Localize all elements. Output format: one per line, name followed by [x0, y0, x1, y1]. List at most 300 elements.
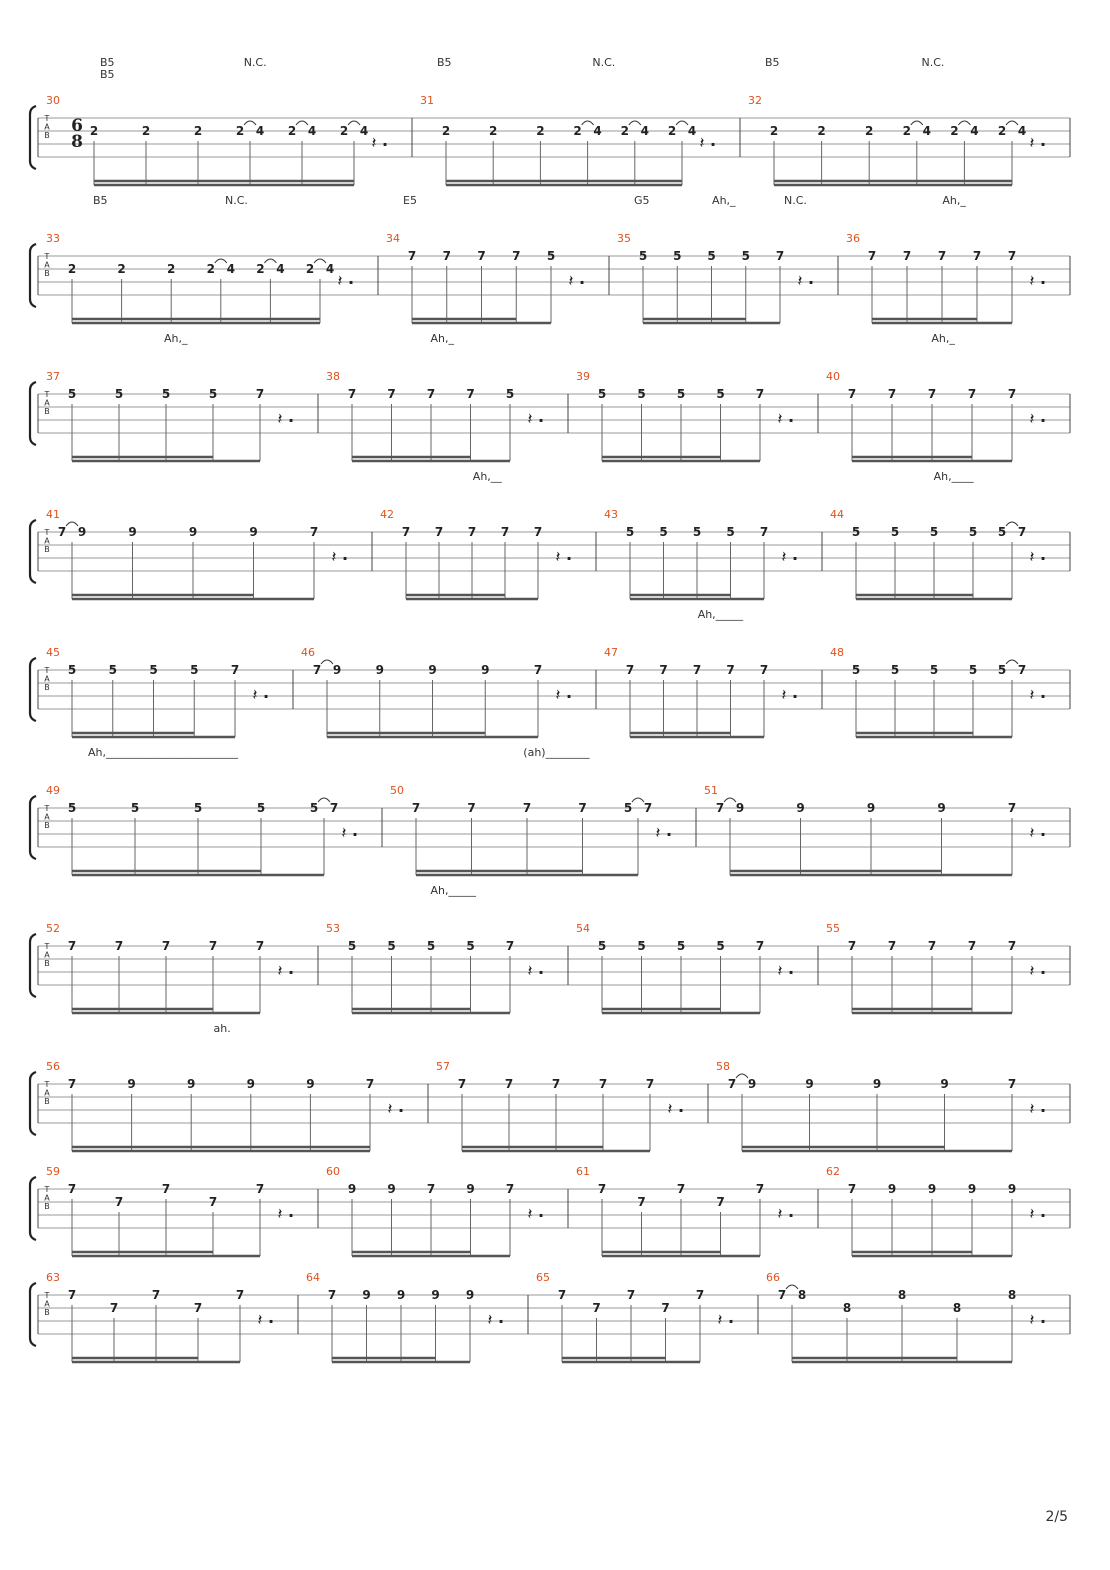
tab-fret-number: 9	[306, 1077, 315, 1091]
measure-number: 64	[306, 1271, 320, 1284]
slur-arc	[1006, 121, 1018, 125]
tab-fret-number: 5	[659, 525, 668, 539]
tab-fret-number: 7	[467, 801, 476, 815]
tab-fret-number: 9	[805, 1077, 814, 1091]
tab-clef-letter: B	[44, 1308, 50, 1317]
tab-fret-number: 7	[726, 663, 735, 677]
tab-fret-number: 9	[937, 801, 946, 815]
rest-dot: .	[538, 1202, 545, 1221]
tab-clef-letter: T	[44, 804, 50, 813]
tab-fret-number: 7	[972, 249, 982, 263]
measure	[604, 508, 798, 599]
tab-fret-number: 7	[208, 939, 218, 953]
tab-fret-number: 7	[887, 387, 897, 401]
chord-name: B5	[765, 56, 780, 69]
tab-fret-number: 8	[1007, 1288, 1017, 1302]
tab-fret-number: 7	[967, 939, 977, 953]
tab-fret-number: 4	[226, 262, 235, 276]
tab-system	[30, 1271, 1070, 1362]
tab-fret-number: 5	[968, 663, 978, 677]
tab-fret-number: 9	[127, 1077, 136, 1091]
tab-fret-number: 7	[151, 1288, 161, 1302]
tab-fret-number: 9	[77, 525, 87, 539]
tab-fret-number: 2	[67, 262, 77, 276]
tab-fret-number: 9	[927, 1182, 937, 1196]
system-bracket	[30, 1072, 36, 1135]
tab-fret-number: 7	[466, 387, 475, 401]
tab-fret-number: 2	[667, 124, 677, 138]
tab-fret-number: 9	[187, 1077, 196, 1091]
tab-fret-number: 7	[755, 939, 765, 953]
tab-fret-number: 5	[851, 663, 861, 677]
tab-system	[30, 1022, 1070, 1151]
measure	[390, 784, 672, 875]
measure	[46, 508, 348, 599]
tab-system	[30, 1165, 1070, 1256]
system-bracket	[30, 1283, 36, 1346]
measure-number: 35	[617, 232, 631, 245]
tab-fret-number: 9	[428, 663, 437, 677]
tab-fret-number: 7	[1017, 663, 1027, 677]
system-bracket	[30, 520, 36, 583]
measure-number: 66	[766, 1271, 780, 1284]
measure-number: 50	[390, 784, 404, 797]
tab-fret-number: 9	[246, 1077, 255, 1091]
tab-fret-number: 9	[396, 1288, 406, 1302]
tab-fret-number: 5	[997, 663, 1007, 677]
tab-fret-number: 7	[504, 1077, 514, 1091]
rest-dot: .	[398, 1097, 405, 1116]
tab-clef-letter: B	[44, 269, 50, 278]
tab-fret-number: 5	[851, 525, 861, 539]
tab-clef-letter: A	[44, 398, 50, 408]
tab-system	[30, 608, 1070, 737]
tab-fret-number: 7	[715, 801, 725, 815]
measure	[604, 646, 798, 737]
quarter-rest: 𝄽	[777, 1204, 783, 1223]
tab-fret-number: 7	[255, 939, 265, 953]
measure	[46, 232, 354, 323]
slur-arc	[348, 121, 360, 125]
tab-fret-number: 7	[578, 801, 587, 815]
system-bracket	[30, 796, 36, 859]
tab-fret-number: 7	[533, 525, 543, 539]
tab-fret-number: 5	[676, 387, 686, 401]
tab-fret-number: 2	[256, 262, 265, 276]
tab-fret-number: 9	[431, 1288, 440, 1302]
tab-fret-number: 7	[193, 1301, 203, 1315]
measure	[830, 508, 1046, 599]
tab-fret-number: 8	[797, 1288, 807, 1302]
measure	[46, 370, 294, 461]
tab-fret-number: 7	[847, 1182, 857, 1196]
system-bracket	[30, 106, 36, 169]
measure-number: 33	[46, 232, 60, 245]
measure-number: 62	[826, 1165, 840, 1178]
tab-fret-number: 7	[208, 1195, 218, 1209]
measure-number: 53	[326, 922, 340, 935]
quarter-rest: 𝄽	[527, 961, 533, 980]
tab-fret-number: 7	[676, 1182, 686, 1196]
tab-clef-letter: B	[44, 131, 50, 140]
quarter-rest: 𝄽	[331, 547, 337, 566]
tab-fret-number: 7	[230, 663, 240, 677]
tab-fret-number: 9	[332, 663, 342, 677]
tab-fret-number: 4	[640, 124, 649, 138]
quarter-rest: 𝄽	[555, 685, 561, 704]
tab-fret-number: 7	[67, 1288, 77, 1302]
tab-fret-number: 5	[716, 387, 725, 401]
quarter-rest: 𝄽	[341, 823, 347, 842]
system-bracket	[30, 382, 36, 445]
tab-fret-number: 5	[623, 801, 633, 815]
rest-dot: .	[268, 1308, 275, 1327]
slur-arc	[244, 121, 256, 125]
tab-fret-number: 7	[512, 249, 521, 263]
tab-fret-number: 7	[755, 387, 765, 401]
tab-fret-number: 7	[109, 1301, 119, 1315]
measure	[576, 370, 794, 461]
tab-clef-letter: T	[44, 666, 50, 675]
tab-fret-number: 7	[1007, 387, 1017, 401]
tab-fret-number: 5	[726, 525, 735, 539]
quarter-rest: 𝄽	[555, 547, 561, 566]
tab-fret-number: 2	[620, 124, 629, 138]
tab-fret-number: 7	[727, 1077, 737, 1091]
rest-dot: .	[710, 131, 717, 150]
tab-fret-number: 5	[741, 249, 750, 263]
tab-fret-number: 2	[441, 124, 451, 138]
tab-fret-number: 7	[522, 801, 532, 815]
slur-arc	[629, 121, 641, 125]
tab-fret-number: 9	[872, 1077, 882, 1091]
tab-clef-letter: B	[44, 407, 50, 416]
measure	[46, 784, 358, 875]
tab-fret-number: 9	[887, 1182, 897, 1196]
measure-number: 43	[604, 508, 618, 521]
tab-fret-number: 5	[546, 249, 556, 263]
tab-fret-number: 2	[117, 262, 126, 276]
tab-fret-number: 5	[208, 387, 218, 401]
tab-fret-number: 7	[255, 387, 265, 401]
rest-dot: .	[498, 1308, 505, 1327]
slur-arc	[724, 798, 736, 802]
quarter-rest: 𝄽	[277, 961, 283, 980]
rest-dot: .	[728, 1308, 735, 1327]
rest-dot: .	[808, 269, 815, 288]
quarter-rest: 𝄽	[1029, 961, 1035, 980]
slur-arc	[786, 1285, 798, 1289]
tab-system	[30, 332, 1070, 461]
rest-dot: .	[288, 407, 295, 426]
tab-fret-number: 5	[149, 663, 158, 677]
measure-number: 52	[46, 922, 60, 935]
chord-name: B5	[93, 194, 108, 207]
rest-dot: .	[288, 959, 295, 978]
tab-clef-letter: B	[44, 959, 50, 968]
tab-fret-number: 7	[401, 525, 411, 539]
quarter-rest: 𝄽	[699, 133, 705, 152]
tab-clef-letter: A	[44, 950, 50, 960]
rest-dot: .	[788, 959, 795, 978]
tab-fret-number: 7	[937, 249, 947, 263]
quarter-rest: 𝄽	[667, 1099, 673, 1118]
tab-fret-number: 7	[1007, 939, 1017, 953]
quarter-rest: 𝄽	[1029, 823, 1035, 842]
rest-dot: .	[1040, 1097, 1047, 1116]
tab-fret-number: 7	[643, 801, 653, 815]
tab-fret-number: 9	[362, 1288, 371, 1302]
rest-dot: .	[566, 683, 573, 702]
tab-fret-number: 5	[67, 801, 77, 815]
tab-clef-letter: T	[44, 390, 50, 399]
measure-number: 38	[326, 370, 340, 383]
slur-arc	[911, 121, 923, 125]
rest-dot: .	[666, 821, 673, 840]
measure	[306, 1271, 504, 1362]
chord-name: B5	[100, 56, 115, 69]
tab-fret-number: 9	[1007, 1182, 1017, 1196]
tab-fret-number: 9	[128, 525, 137, 539]
tab-clef-letter: T	[44, 114, 50, 123]
tab-fret-number: 9	[481, 663, 490, 677]
tab-fret-number: 7	[411, 801, 421, 815]
tab-fret-number: 7	[161, 1182, 171, 1196]
tab-fret-number: 5	[347, 939, 357, 953]
tab-fret-number: 7	[887, 939, 897, 953]
quarter-rest: 𝄽	[1029, 409, 1035, 428]
measure	[716, 1060, 1046, 1151]
tab-fret-number: 7	[67, 1077, 77, 1091]
rest-dot: .	[1040, 545, 1047, 564]
tab-fret-number: 7	[477, 249, 486, 263]
tab-fret-number: 4	[307, 124, 317, 138]
measure	[46, 1271, 274, 1362]
tab-fret-number: 7	[692, 663, 702, 677]
tab-fret-number: 7	[114, 1195, 124, 1209]
rest-dot: .	[1040, 821, 1047, 840]
measure	[846, 232, 1046, 323]
tab-clef-letter: A	[44, 1088, 50, 1098]
tab-fret-number: 4	[922, 124, 931, 138]
chord-name: N.C.	[784, 194, 807, 207]
tab-fret-number: 7	[755, 1182, 765, 1196]
tab-fret-number: 7	[365, 1077, 375, 1091]
tab-fret-number: 7	[505, 1182, 515, 1196]
measure-number: 48	[830, 646, 844, 659]
measure-number: 34	[386, 232, 400, 245]
quarter-rest: 𝄽	[1029, 1204, 1035, 1223]
lyric-text: Ah,_	[931, 332, 955, 345]
tab-fret-number: 7	[557, 1288, 567, 1302]
slur-arc	[264, 259, 276, 263]
tab-clef-letter: A	[44, 674, 50, 684]
tab-fret-number: 7	[695, 1288, 705, 1302]
measure-number: 49	[46, 784, 60, 797]
tab-fret-number: 7	[759, 525, 769, 539]
rest-dot: .	[342, 545, 349, 564]
tab-clef-letter: T	[44, 1080, 50, 1089]
slur-arc	[318, 798, 330, 802]
tab-system	[30, 470, 1070, 599]
rest-dot: .	[1040, 1308, 1047, 1327]
tab-fret-number: 7	[597, 1182, 607, 1196]
quarter-rest: 𝄽	[252, 685, 258, 704]
measure-number: 31	[420, 94, 434, 107]
tab-fret-number: 5	[929, 663, 939, 677]
rest-dot: .	[538, 959, 545, 978]
measure-number: 46	[301, 646, 315, 659]
tab-fret-number: 7	[255, 1182, 265, 1196]
measure	[826, 1165, 1046, 1256]
measure-number: 65	[536, 1271, 550, 1284]
measure-number: 42	[380, 508, 394, 521]
tab-fret-number: 7	[327, 1288, 337, 1302]
quarter-rest: 𝄽	[717, 1310, 723, 1329]
measure-number: 54	[576, 922, 590, 935]
quarter-rest: 𝄽	[371, 133, 377, 152]
tab-fret-number: 5	[968, 525, 978, 539]
tab-fret-number: 7	[67, 939, 77, 953]
rest-dot: .	[348, 269, 355, 288]
tab-clef-letter: T	[44, 1185, 50, 1194]
tab-fret-number: 7	[347, 387, 357, 401]
measure	[766, 1271, 1046, 1362]
rest-dot: .	[788, 1202, 795, 1221]
tab-fret-number: 5	[466, 939, 475, 953]
rest-dot: .	[1040, 959, 1047, 978]
tab-fret-number: 5	[387, 939, 396, 953]
measure-number: 55	[826, 922, 840, 935]
tab-fret-number: 7	[426, 1182, 436, 1196]
tab-fret-number: 5	[597, 939, 607, 953]
tab-fret-number: 7	[777, 1288, 787, 1302]
tab-fret-number: 5	[637, 939, 646, 953]
tab-fret-number: 2	[287, 124, 297, 138]
slur-arc	[632, 798, 644, 802]
tab-fret-number: 2	[769, 124, 779, 138]
tab-fret-number: 7	[625, 663, 635, 677]
quarter-rest: 𝄽	[527, 1204, 533, 1223]
tab-fret-number: 7	[1007, 801, 1017, 815]
quarter-rest: 𝄽	[1029, 1310, 1035, 1329]
tab-fret-number: 7	[759, 663, 769, 677]
measure	[386, 232, 585, 323]
slur-arc	[66, 522, 78, 526]
measure	[436, 1060, 684, 1151]
measure	[536, 1271, 734, 1362]
measure	[46, 94, 388, 185]
tab-fret-number: 5	[256, 801, 266, 815]
tab-clef-letter: A	[44, 812, 50, 822]
tab-fret-number: 4	[359, 124, 369, 138]
tab-fret-number: 4	[970, 124, 979, 138]
tab-fret-number: 7	[637, 1195, 646, 1209]
tab-fret-number: 7	[114, 939, 124, 953]
tab-fret-number: 2	[489, 124, 498, 138]
tab-clef-letter: B	[44, 1202, 50, 1211]
quarter-rest: 𝄽	[568, 271, 574, 290]
tab-fret-number: 7	[902, 249, 912, 263]
tab-fret-number: 7	[67, 1182, 77, 1196]
tab-fret-number: 5	[193, 801, 203, 815]
tab-fret-number: 7	[927, 387, 937, 401]
lyric-text: Ah,____	[933, 470, 974, 483]
slur-arc	[736, 1074, 748, 1078]
tab-clef-letter: A	[44, 260, 50, 270]
rest-dot: .	[382, 131, 389, 150]
tab-clef-letter: A	[44, 1299, 50, 1309]
slur-arc	[582, 121, 594, 125]
lyric-text: ah.	[213, 1022, 231, 1035]
tab-fret-number: 9	[188, 525, 198, 539]
measure-number: 37	[46, 370, 60, 383]
measure	[326, 1165, 544, 1256]
measure	[617, 232, 814, 323]
lyric-text: Ah,_____	[697, 608, 744, 621]
tab-fret-number: 2	[997, 124, 1007, 138]
tab-fret-number: 5	[997, 525, 1007, 539]
rest-dot: .	[263, 683, 270, 702]
tab-fret-number: 2	[573, 124, 582, 138]
tab-clef-letter: B	[44, 1097, 50, 1106]
tab-fret-number: 2	[865, 124, 874, 138]
tab-fret-number: 7	[312, 663, 322, 677]
slur-arc	[676, 121, 688, 125]
measure-number: 47	[604, 646, 618, 659]
tab-fret-number: 7	[847, 387, 857, 401]
system-bracket	[30, 934, 36, 997]
measure-number: 30	[46, 94, 60, 107]
lyric-text: (ah)________	[523, 746, 590, 759]
tab-fret-number: 4	[325, 262, 335, 276]
rest-dot: .	[579, 269, 586, 288]
tab-fret-number: 7	[426, 387, 436, 401]
measure	[46, 1060, 404, 1151]
tab-fret-number: 5	[161, 387, 171, 401]
slur-arc	[215, 259, 227, 263]
tab-fret-number: 7	[592, 1301, 601, 1315]
measure-number: 63	[46, 1271, 60, 1284]
measure	[420, 94, 716, 185]
quarter-rest: 𝄽	[257, 1310, 263, 1329]
tab-fret-number: 4	[687, 124, 697, 138]
slur-arc	[314, 259, 326, 263]
tab-fret-number: 9	[249, 525, 258, 539]
tab-fret-number: 2	[167, 262, 176, 276]
measure	[46, 922, 294, 1013]
tab-fret-number: 5	[190, 663, 199, 677]
measure	[46, 1165, 294, 1256]
measure	[576, 922, 794, 1013]
lyric-text: Ah,__	[472, 470, 502, 483]
measure	[826, 370, 1046, 461]
tab-fret-number: 8	[897, 1288, 907, 1302]
tab-clef-letter: T	[44, 252, 50, 261]
tab-fret-number: 2	[206, 262, 215, 276]
quarter-rest: 𝄽	[655, 823, 661, 842]
tab-fret-number: 8	[952, 1301, 962, 1315]
rest-dot: .	[1040, 1202, 1047, 1221]
measure	[826, 922, 1046, 1013]
tab-fret-number: 4	[593, 124, 602, 138]
tab-system	[30, 884, 1070, 1013]
quarter-rest: 𝄽	[1029, 547, 1035, 566]
tab-clef-letter: T	[44, 942, 50, 951]
measure	[326, 922, 544, 1013]
slur-arc	[321, 660, 333, 664]
chord-name: N.C.	[921, 56, 945, 69]
